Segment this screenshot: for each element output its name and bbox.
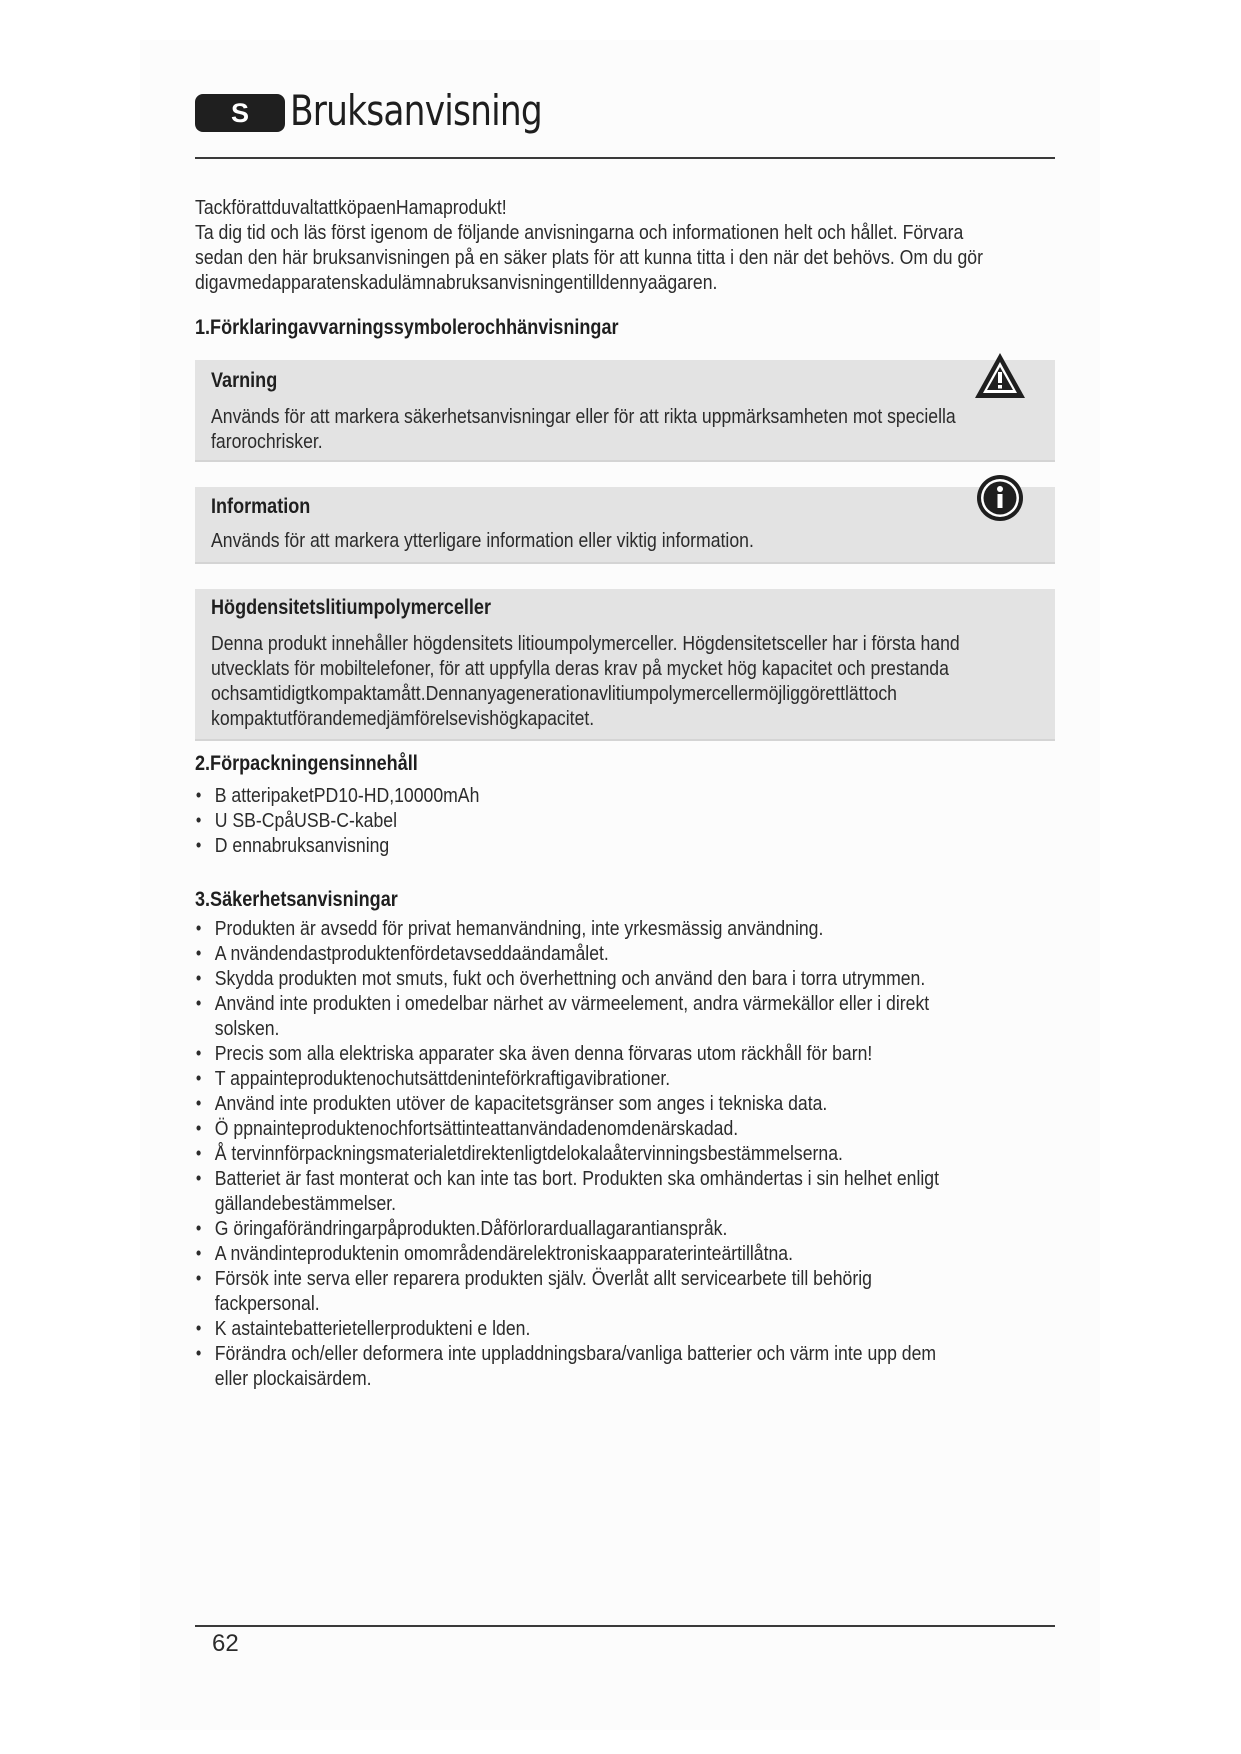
- warning-line: Används för att markera säkerhetsanvisningar eller för att rikta uppmärksamheten mot speciella: [211, 405, 956, 428]
- page-header: [195, 86, 1055, 150]
- section-3-heading: 3.Säkerhetsanvisningar: [195, 888, 398, 911]
- intro-line: Ta dig tid och läs först igenom de följande anvisningarna och informationen helt och hållet. Förvara: [195, 221, 964, 244]
- page-number: 62: [212, 1630, 239, 1657]
- cells-line: kompaktutförandemedjämförelsevishögkapacitet.: [211, 707, 595, 730]
- page-title: Bruksanvisning: [290, 86, 542, 135]
- warning-box: [195, 360, 1055, 462]
- language-badge: S: [195, 94, 285, 132]
- warning-title: Varning: [211, 369, 278, 392]
- cells-line: utvecklats för mobiltelefoner, för att uppfylla deras krav på mycket hög kapacitet och prestanda: [211, 657, 949, 680]
- list-item: • Å tervinnförpackningsmaterialetdirektenligtdelokalaåtervinningsbestämmelserna.: [195, 1141, 943, 1166]
- warning-line: farorochrisker.: [211, 430, 323, 453]
- intro-paragraph: [195, 195, 983, 295]
- list-item: • G öringaförändringarpåprodukten.Dåförlorarduallagarantianspråk.: [195, 1216, 943, 1241]
- list-item: • Precis som alla elektriska apparater ska även denna förvaras utom räckhåll för barn!: [195, 1041, 943, 1066]
- list-item: • A nvändendastproduktenfördetavseddaändamålet.: [195, 941, 943, 966]
- cells-line: ochsamtidigtkompaktamått.Dennanyagenerationavlitiumpolymercellermöjliggörettlättoch: [211, 682, 897, 705]
- section-2-heading: 2.Förpackningensinnehåll: [195, 752, 418, 775]
- footer-rule: [195, 1625, 1055, 1627]
- list-item: • U SB-CpåUSB-C-kabel: [195, 808, 943, 833]
- list-item: • Ö ppnainteproduktenochfortsättinteattanvändadenomdenärskadad.: [195, 1116, 943, 1141]
- list-item: • T appainteproduktenochutsättdeninteförkraftigavibrationer.: [195, 1066, 943, 1091]
- header-rule: [195, 157, 1055, 159]
- intro-line: digavmedapparatenskadulämnabruksanvisningentilldennyaägaren.: [195, 271, 718, 294]
- intro-line: TackförattduvaltattköpaenHamaprodukt!: [195, 196, 507, 219]
- list-item: • Batteriet är fast monterat och kan inte tas bort. Produkten ska omhändertas i sin helhet enligt gällandebestämmelser.: [195, 1166, 943, 1216]
- information-title: Information: [211, 495, 311, 518]
- list-item: • Förändra och/eller deformera inte uppladdningsbara/vanliga batterier och värm inte upp dem eller plockaisärdem.: [195, 1341, 943, 1391]
- information-text: [211, 528, 899, 553]
- cells-box: [195, 589, 1055, 741]
- warning-triangle-icon: [972, 350, 1028, 402]
- list-item: • Använd inte produkten i omedelbar närhet av värmeelement, andra värmekällor eller i direkt solsken.: [195, 991, 943, 1041]
- cells-title: Högdensitetslitiumpolymerceller: [211, 596, 492, 619]
- intro-line: sedan den här bruksanvisningen på en säker plats för att kunna titta i den när det behövs. Om du gör: [195, 246, 983, 269]
- list-item: • Produkten är avsedd för privat hemanvändning, inte yrkesmässig användning.: [195, 916, 943, 941]
- list-item: • D ennabruksanvisning: [195, 833, 943, 858]
- list-item: • Försök inte serva eller reparera produkten själv. Överlåt allt servicearbete till behörig fackpersonal.: [195, 1266, 943, 1316]
- package-contents-list: [195, 783, 943, 858]
- list-item: • B atteripaketPD10-HD,10000mAh: [195, 783, 943, 808]
- cells-text: [211, 631, 960, 731]
- info-circle-icon: [975, 473, 1025, 523]
- list-item: • Använd inte produkten utöver de kapacitetsgränser som anges i tekniska data.: [195, 1091, 943, 1116]
- list-item: • K astaintebatterietellerprodukteni e lden.: [195, 1316, 943, 1341]
- information-line: Används för att markera ytterligare information eller viktig information.: [211, 529, 754, 552]
- list-item: • Skydda produkten mot smuts, fukt och överhettning och använd den bara i torra utrymmen.: [195, 966, 943, 991]
- section-1-heading: 1.Förklaringavvarningssymbolerochhänvisningar: [195, 316, 619, 339]
- safety-instructions-list: [195, 916, 943, 1391]
- information-box: [195, 487, 1055, 564]
- list-item: • A nvändinteproduktenin omområdendärelektroniskaapparaterinteärtillåtna.: [195, 1241, 943, 1266]
- cells-line: Denna produkt innehåller högdensitets litioumpolymerceller. Högdensitetsceller har i första hand: [211, 632, 960, 655]
- warning-text: [211, 404, 956, 454]
